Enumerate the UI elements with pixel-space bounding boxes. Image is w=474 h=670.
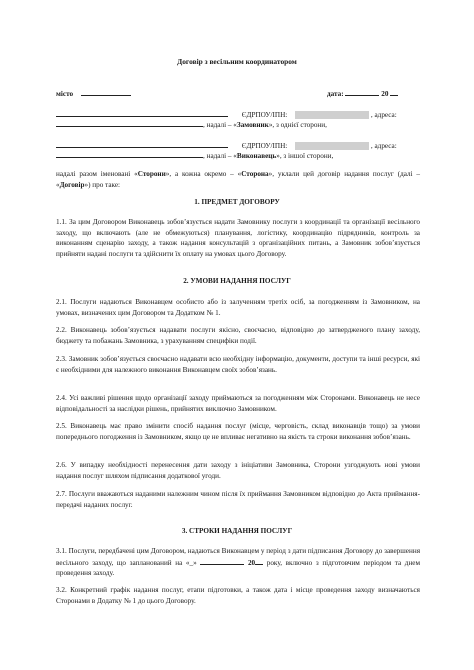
year-blank[interactable] xyxy=(390,88,398,96)
city-blank[interactable] xyxy=(81,88,131,96)
customer-line-2: , надалі – «Замовник», з однієї сторони, xyxy=(56,119,327,130)
customer-address-blank[interactable] xyxy=(56,119,203,127)
paragraph-2-6: 2.6. У випадку необхідності перенесення дати заходу з ініціативи Замовника, Сторони узгоджують нові умови надання послуг шляхом підписання додаткової угоди. xyxy=(56,461,420,480)
city-label: місто xyxy=(56,90,74,98)
executor-address-blank[interactable] xyxy=(56,150,203,158)
paragraph-3-1: 3.1. Послуги, передбачені цим Договором, надаються Виконавцем у період з дати підписання Договору до завершення весільного заходу, що запланований на «_» 20 року, включно з підготовчим періодом та днем проведення заходу. xyxy=(56,547,421,578)
customer-address-label: , адреса: xyxy=(370,111,397,119)
year-prefix: 20 xyxy=(381,90,389,98)
paragraph-2-5: 2.5. Виконавець має право змінити спосіб надання послуг (місце, черговість, склад виконавців тощо) за умови попереднього погодження із Замовником, якщо це не впливає негативно на якість та строки виконання зобов’язань. xyxy=(56,422,420,441)
executor-line-2: , надалі – «Виконавець», з іншої сторони, xyxy=(56,150,333,161)
paragraph-2-3: 2.3. Замовник зобов’язується своєчасно надавати всю необхідну інформацію, документи, доступи та інші ресурси, які є необхідними для належного виконання Виконавцем своїх зобов’язань. xyxy=(56,355,420,374)
paragraph-3-2: 3.2. Конкретний графік надання послуг, етапи підготовки, а також дата і місце проведення заходу визначаються Сторонами в Додатку № 1 до цього Договору. xyxy=(56,586,420,605)
paragraph-2-7: 2.7. Послуги вважаються наданими належним чином після їх приймання Замовником відповідно до Акта приймання-передачі наданих послуг. xyxy=(56,490,420,509)
paragraph-1-1: 1.1. За цим Договором Виконавець зобов’язується надати Замовнику послуги з координації та організації весільного заходу, що включають (але не обмежуються) планування, логістику, координацію підрядників, контроль за виконанням сценарію заходу, а також надання консультацій з організаційних питань, а Замовник зобов’язується прийняти надані послуги та здійснити їх оплату на умовах цього Договору. xyxy=(56,218,420,258)
document-title: Договір з весільним координатором xyxy=(177,57,297,66)
executor-edrpou-label: ЄДРПОУ/ІПН: xyxy=(241,142,288,150)
event-date-blank[interactable] xyxy=(200,557,244,565)
executor-address-label: , адреса: xyxy=(370,142,397,150)
customer-role: Замовник xyxy=(236,121,269,129)
section-2-heading: 2. УМОВИ НАДАННЯ ПОСЛУГ xyxy=(183,277,291,285)
paragraph-2-1: 2.1. Послуги надаються Виконавцем особисто або із залученням третіх осіб, за погодженням із Замовником, на умовах, визначених цим Договором та Додатком № 1. xyxy=(56,298,420,317)
city-row xyxy=(56,88,131,99)
executor-name-blank[interactable] xyxy=(56,140,228,148)
section-1-heading: 1. ПРЕДМЕТ ДОГОВОРУ xyxy=(194,198,280,206)
paragraph-2-4: 2.4. Усі важливі рішення щодо організації заходу приймаються за погодженням між Сторонами. Виконавець не несе відповідальності за наслідки рішень, прийнятих виключно Замовником. xyxy=(56,394,420,413)
executor-role: Виконавець xyxy=(236,152,277,160)
date-label: дата: xyxy=(327,90,344,98)
customer-edrpou-label: ЄДРПОУ/ІПН: xyxy=(241,111,288,119)
intro-paragraph: надалі разом іменовані «Сторони», а кожна окремо – «Сторона», уклали цей договір надання послуг (далі – «Договір») про таке: xyxy=(56,170,420,189)
event-year-blank[interactable] xyxy=(255,557,263,565)
date-row xyxy=(327,88,398,99)
section-3-heading: 3. СТРОКИ НАДАННЯ ПОСЛУГ xyxy=(181,527,293,535)
date-blank[interactable] xyxy=(345,88,379,96)
paragraph-2-2: 2.2. Виконавець зобов’язується надавати послуги якісно, своєчасно, відповідно до затвердженого плану заходу, бюджету та побажань Замовника, з урахуванням специфіки події. xyxy=(56,326,420,345)
customer-name-blank[interactable] xyxy=(56,109,228,117)
